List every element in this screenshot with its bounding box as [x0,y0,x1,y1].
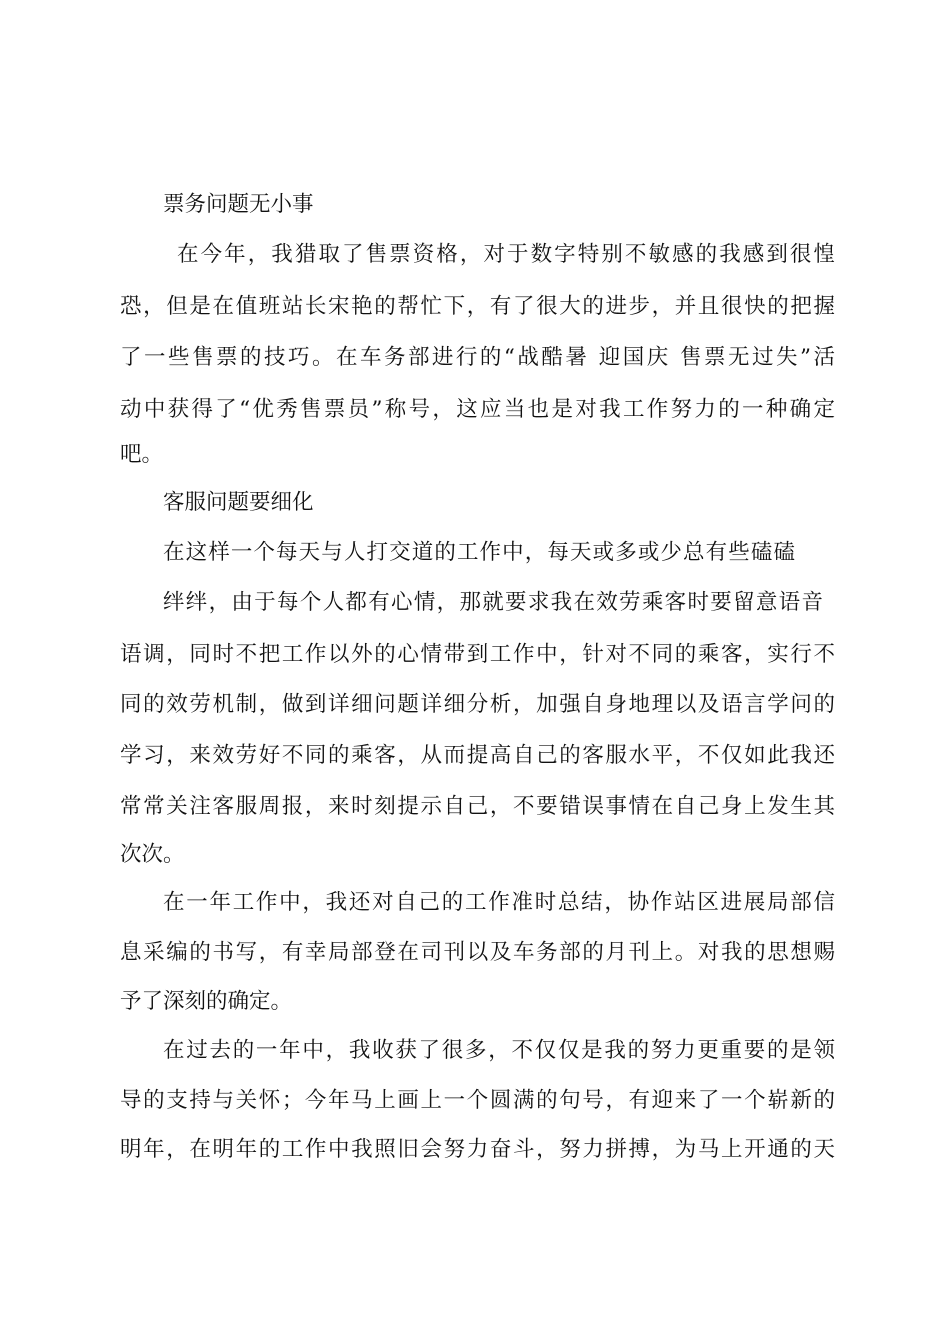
section-heading-service: 客服问题要细化 [163,490,314,515]
paragraph-line: 在这样一个每天与人打交道的工作中，每天或多或少总有些磕磕 [163,540,795,565]
paragraph-line: 学习，来效劳好不同的乘客，从而提高自己的客服水平，不仅如此我还 [120,743,835,768]
paragraph-line: 在一年工作中，我还对自己的工作准时总结，协作站区进展局部信 [163,890,835,915]
paragraph-line: 恐，但是在值班站长宋艳的帮忙下，有了很大的进步，并且很快的把握 [120,294,835,319]
paragraph-line: 明年，在明年的工作中我照旧会努力奋斗，努力拼搏，为马上开通的天 [120,1137,835,1162]
paragraph-line: 息采编的书写，有幸局部登在司刊以及车务部的月刊上。对我的思想赐 [120,940,835,965]
paragraph-line: 常常关注客服周报，来时刻提示自己，不要错误事情在自己身上发生其 [120,794,835,819]
paragraph-line: 导的支持与关怀；今年马上画上一个圆满的句号，有迎来了一个崭新的 [120,1088,835,1113]
paragraph-line: 在今年，我猎取了售票资格，对于数字特别不敏感的我感到很惶 [177,242,835,267]
paragraph-line: 了一些售票的技巧。在车务部进行的“战酷暑 迎国庆 售票无过失”活 [120,345,835,370]
paragraph-line: 吧。 [120,442,164,467]
paragraph-line: 同的效劳机制，做到详细问题详细分析，加强自身地理以及语言学问的 [120,692,835,717]
section-heading-ticketing: 票务问题无小事 [163,192,314,217]
paragraph-line: 予了深刻的确定。 [120,989,293,1014]
paragraph-line: 次次。 [120,842,185,867]
paragraph-line: 动中获得了“优秀售票员”称号，这应当也是对我工作努力的一种确定 [120,397,835,422]
paragraph-line: 语调，同时不把工作以外的心情带到工作中，针对不同的乘客，实行不 [120,642,835,667]
paragraph-line: 绊绊，由于每个人都有心情，那就要求我在效劳乘客时要留意语音 [163,590,823,615]
paragraph-line: 在过去的一年中，我收获了很多，不仅仅是我的努力更重要的是领 [163,1038,835,1063]
